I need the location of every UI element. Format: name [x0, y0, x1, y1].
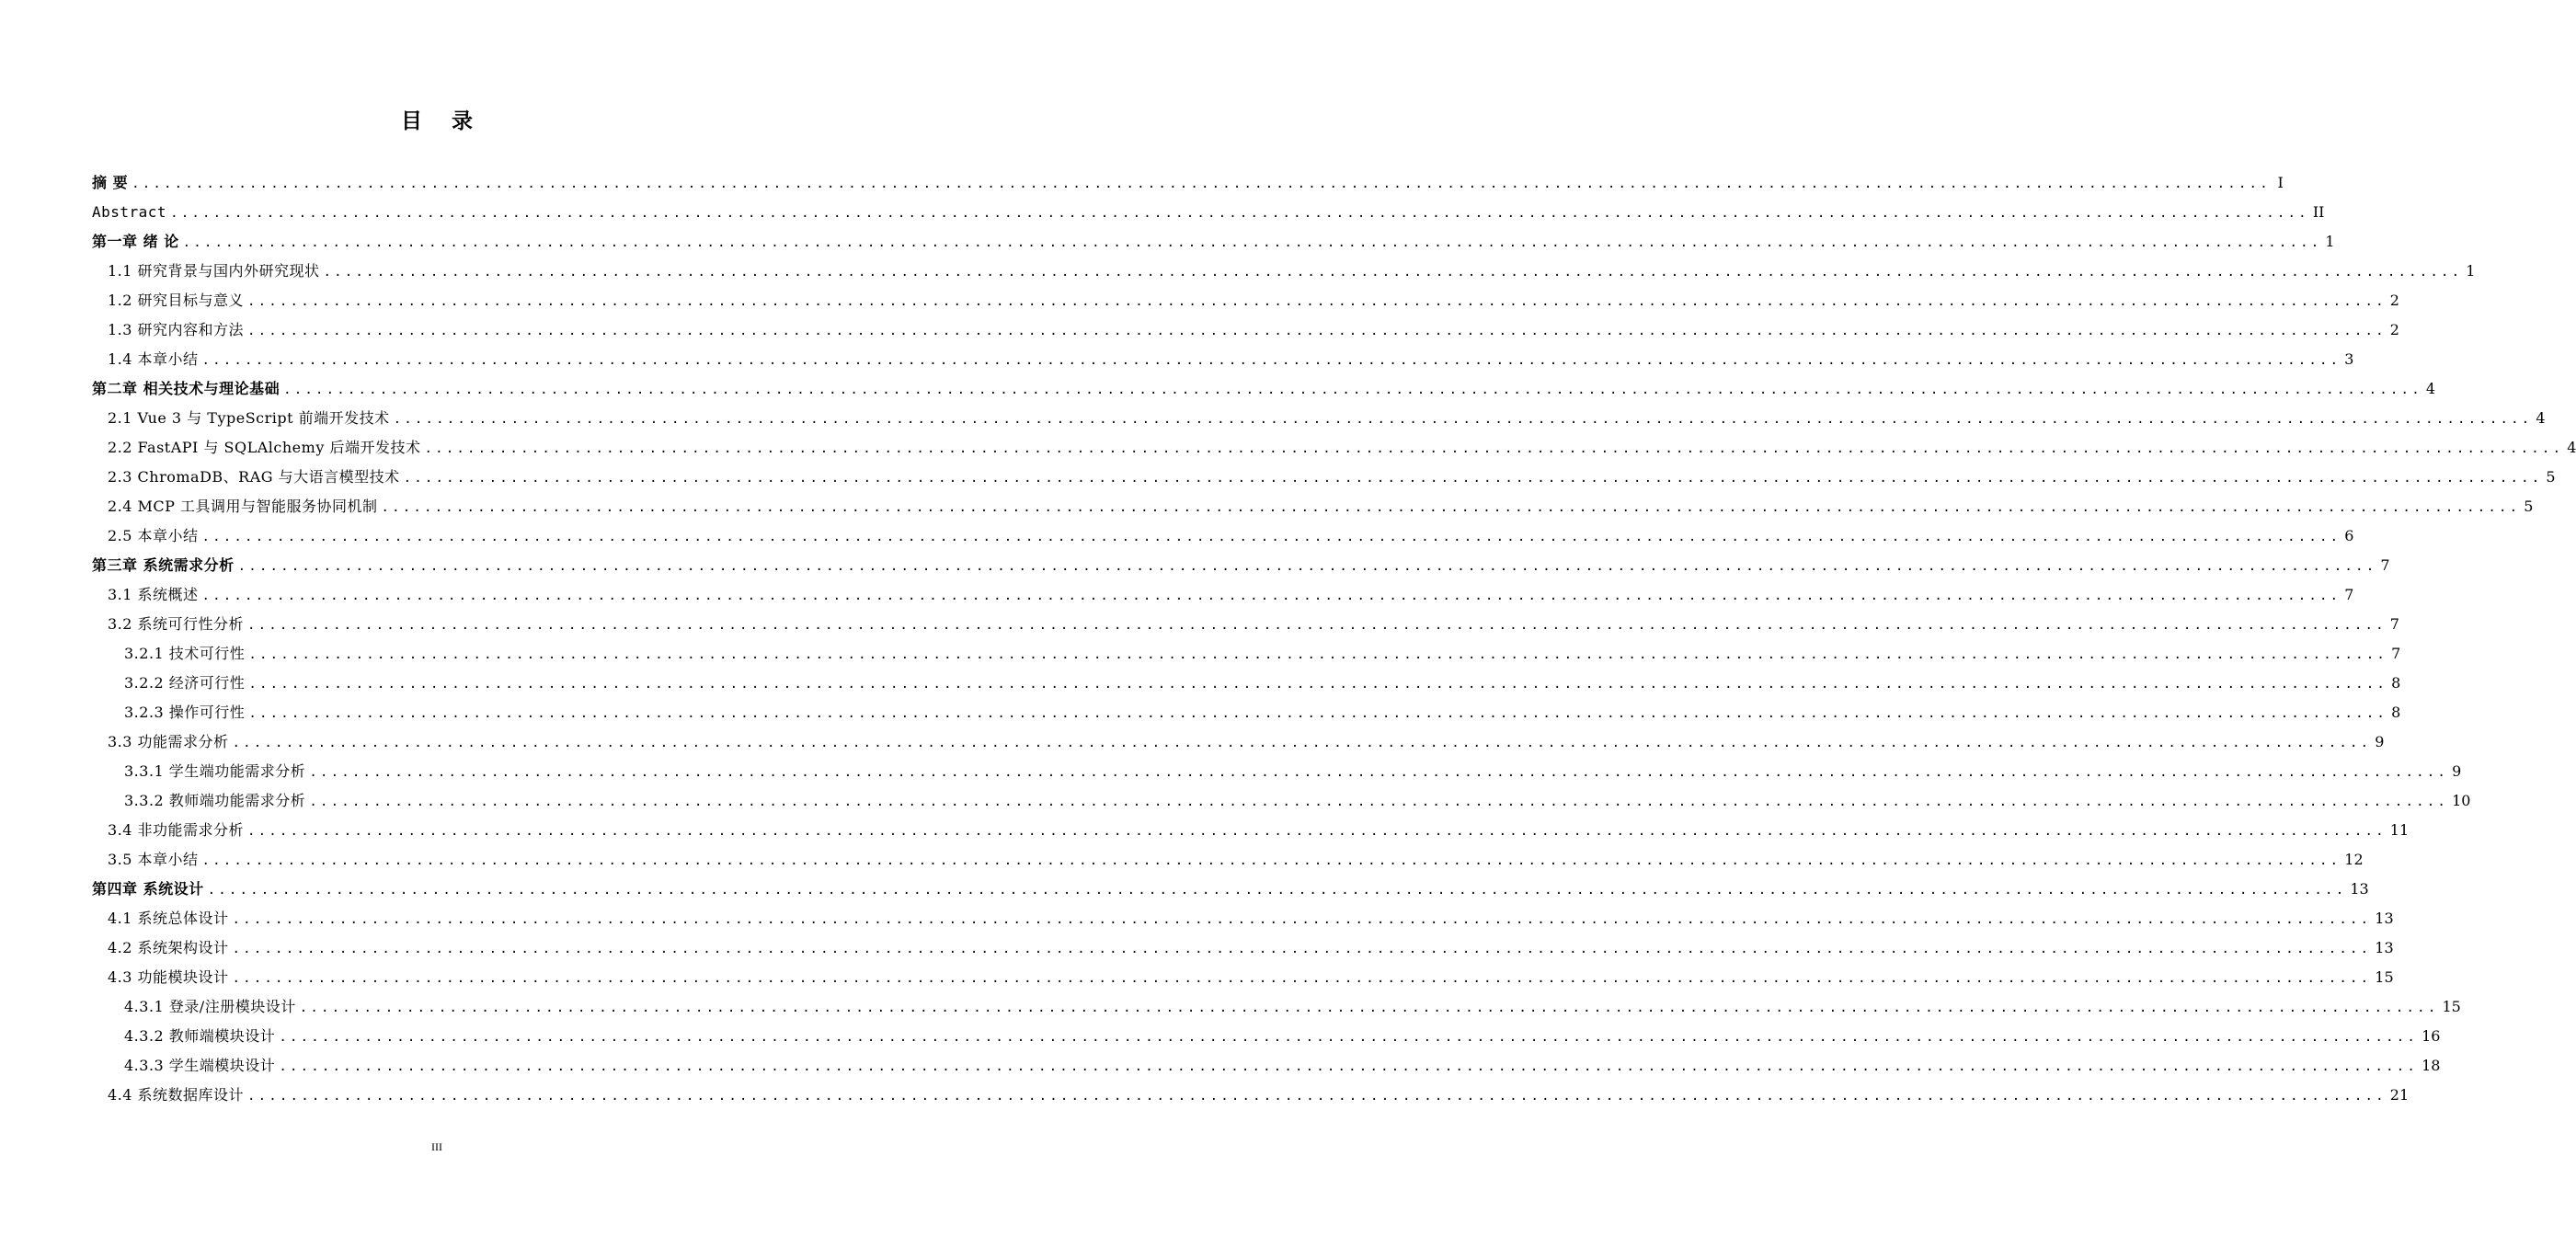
toc-entry-page: 7	[2380, 556, 2390, 574]
toc-chapter-entry[interactable]	[92, 374, 2436, 404]
toc-entry[interactable]	[92, 992, 2461, 1022]
toc-entry[interactable]	[92, 286, 2399, 315]
toc-entry-page: 16	[2421, 1027, 2441, 1045]
toc-entry-page: I	[2277, 174, 2284, 191]
toc-entry-label: 2.1 Vue 3 与 TypeScript 前端开发技术	[108, 409, 390, 427]
toc-entry-label: 2.4 MCP 工具调用与智能服务协同机制	[108, 498, 378, 515]
toc-entry-label: 4.3 功能模块设计	[108, 968, 229, 986]
toc-entry-page: 5	[2524, 498, 2534, 515]
toc-entry[interactable]	[92, 345, 2354, 374]
toc-entry-label: 第四章 系统设计	[92, 880, 204, 898]
toc-dot-leader: ........................................................................................................................................................................................................	[132, 177, 2271, 191]
toc-chapter-entry[interactable]	[92, 227, 2335, 257]
toc-entry[interactable]	[92, 786, 2471, 816]
toc-entry-label: Abstract	[92, 203, 167, 221]
toc-entry-page: 3	[2344, 350, 2354, 368]
toc-entry[interactable]	[92, 257, 2476, 286]
toc-entry-label: 4.3.1 登录/注册模块设计	[124, 998, 296, 1015]
toc-dot-leader: ........................................................................................................................................................................................................	[201, 353, 2341, 368]
toc-entry[interactable]	[92, 816, 2410, 845]
toc-entry-label: 2.2 FastAPI 与 SQLAlchemy 后端开发技术	[108, 439, 421, 456]
toc-chapter-entry[interactable]	[92, 168, 2284, 198]
toc-entry[interactable]	[92, 639, 2401, 669]
toc-entry-label: 4.3.3 学生端模块设计	[124, 1057, 276, 1074]
toc-dot-leader: ........................................................................................................................................................................................................	[201, 853, 2341, 868]
toc-entry-page: 2	[2389, 292, 2399, 309]
toc-entry-page: 7	[2389, 615, 2399, 633]
toc-entry-label: 3.2.2 经济可行性	[124, 674, 246, 692]
toc-chapter-entry[interactable]	[92, 551, 2390, 580]
toc-dot-leader: ........................................................................................................................................................................................................	[309, 795, 2449, 809]
toc-dot-leader: ........................................................................................................................................................................................................	[247, 618, 2387, 633]
toc-entry-label: 摘 要	[92, 174, 129, 191]
toc-entry-label: 3.3.2 教师端功能需求分析	[124, 792, 306, 809]
toc-dot-leader: ........................................................................................................................................................................................................	[309, 765, 2449, 780]
toc-entry-label: 4.3.2 教师端模块设计	[124, 1027, 276, 1045]
toc-entry-page: 7	[2391, 645, 2401, 662]
toc-dot-leader: ........................................................................................................................................................................................................	[182, 235, 2322, 250]
toc-entry-label: 3.3 功能需求分析	[108, 733, 229, 750]
toc-entry-label: 3.2.1 技术可行性	[124, 645, 246, 662]
toc-dot-leader: ........................................................................................................................................................................................................	[279, 1059, 2419, 1074]
toc-entry[interactable]	[92, 1081, 2410, 1110]
toc-entry-label: 4.2 系统架构设计	[108, 939, 229, 956]
toc-entry[interactable]	[92, 463, 2556, 492]
toc-entry-page: 1	[2466, 262, 2476, 280]
toc-entry-page: 9	[2375, 733, 2385, 750]
toc-entry-page: 9	[2452, 762, 2462, 780]
toc-entry[interactable]	[92, 492, 2534, 521]
toc-entry-page: 10	[2452, 792, 2471, 809]
toc-chapter-entry[interactable]	[92, 875, 2369, 904]
toc-entry-label: 第二章 相关技术与理论基础	[92, 380, 280, 397]
toc-entry-page: 11	[2389, 821, 2410, 839]
page-title: 目 录	[400, 109, 484, 133]
toc-entry-label: 2.3 ChromaDB、RAG 与大语言模型技术	[108, 468, 400, 486]
toc-entry[interactable]	[92, 315, 2399, 345]
toc-entry-page: 21	[2389, 1086, 2410, 1104]
toc-dot-leader: ........................................................................................................................................................................................................	[403, 471, 2543, 486]
toc-entry-label: 第一章 绪 论	[92, 233, 179, 250]
toc-entry-page: 4	[2536, 409, 2546, 427]
toc-dot-leader: ........................................................................................................................................................................................................	[247, 824, 2387, 839]
toc-dot-leader: ........................................................................................................................................................................................................	[207, 883, 2347, 898]
toc-entry[interactable]	[92, 757, 2462, 786]
toc-entry-page: 5	[2546, 468, 2556, 486]
toc-entry-page: II	[2312, 203, 2325, 221]
toc-entry-page: 13	[2350, 880, 2369, 898]
toc-entry[interactable]	[92, 580, 2354, 610]
toc-entry-page: 1	[2325, 233, 2335, 250]
toc-entry[interactable]	[92, 845, 2364, 875]
toc-dot-leader: ........................................................................................................................................................................................................	[237, 559, 2377, 574]
toc-dot-leader: ........................................................................................................................................................................................................	[299, 1001, 2439, 1015]
toc-entry[interactable]	[92, 404, 2546, 433]
toc-dot-leader: ........................................................................................................................................................................................................	[424, 441, 2564, 456]
toc-entry-label: 3.2.3 操作可行性	[124, 704, 246, 721]
toc-entry[interactable]	[92, 433, 2576, 463]
toc-entry-page: 13	[2375, 910, 2394, 927]
toc-dot-leader: ........................................................................................................................................................................................................	[283, 383, 2422, 397]
toc-entry[interactable]	[92, 521, 2354, 551]
toc-dot-leader: ........................................................................................................................................................................................................	[247, 1089, 2387, 1104]
toc-entry[interactable]	[92, 1022, 2441, 1051]
toc-entry-label: 1.3 研究内容和方法	[108, 321, 245, 338]
toc-dot-leader: ........................................................................................................................................................................................................	[279, 1030, 2419, 1045]
toc-entry-label: 3.1 系统概述	[108, 586, 199, 603]
toc-entry-page: 8	[2391, 674, 2401, 692]
toc-entry[interactable]	[92, 904, 2394, 933]
toc-entry-label: 3.2 系统可行性分析	[108, 615, 245, 633]
toc-entry[interactable]	[92, 727, 2385, 757]
toc-entry[interactable]	[92, 933, 2394, 963]
toc-entry-label: 2.5 本章小结	[108, 527, 199, 544]
toc-entry[interactable]	[92, 698, 2401, 727]
toc-entry-page: 4	[2567, 439, 2576, 456]
toc-entry-label: 1.1 研究背景与国内外研究现状	[108, 262, 320, 280]
toc-dot-leader: ........................................................................................................................................................................................................	[248, 647, 2388, 662]
toc-entry-label: 第三章 系统需求分析	[92, 556, 235, 574]
toc-entry-page: 4	[2425, 380, 2436, 397]
toc-entry[interactable]	[92, 198, 2325, 227]
toc-dot-leader: ........................................................................................................................................................................................................	[393, 412, 2533, 427]
toc-entry-page: 7	[2344, 586, 2354, 603]
toc-entry[interactable]	[92, 1051, 2441, 1081]
toc-entry-label: 4.1 系统总体设计	[108, 910, 229, 927]
toc-dot-leader: ........................................................................................................................................................................................................	[201, 589, 2341, 603]
toc-entry-label: 3.3.1 学生端功能需求分析	[124, 762, 306, 780]
toc-entry-label: 1.2 研究目标与意义	[108, 292, 245, 309]
page-number-footer: III	[431, 1140, 442, 1153]
toc-entry[interactable]	[92, 610, 2399, 639]
toc-entry-label: 1.4 本章小结	[108, 350, 199, 368]
toc-entry[interactable]	[92, 669, 2401, 698]
table-of-contents	[92, 168, 2576, 1110]
toc-dot-leader: ........................................................................................................................................................................................................	[232, 736, 2372, 750]
toc-entry-label: 3.5 本章小结	[108, 851, 199, 868]
toc-entry-page: 2	[2389, 321, 2399, 338]
toc-dot-leader: ........................................................................................................................................................................................................	[247, 294, 2387, 309]
toc-entry-page: 12	[2344, 851, 2364, 868]
toc-dot-leader: ........................................................................................................................................................................................................	[201, 530, 2341, 544]
toc-entry[interactable]	[92, 963, 2394, 992]
toc-dot-leader: ........................................................................................................................................................................................................	[232, 942, 2372, 956]
toc-entry-page: 15	[2442, 998, 2461, 1015]
toc-entry-page: 18	[2421, 1057, 2441, 1074]
toc-dot-leader: ........................................................................................................................................................................................................	[170, 206, 2309, 221]
toc-dot-leader: ........................................................................................................................................................................................................	[248, 706, 2388, 721]
toc-entry-page: 15	[2375, 968, 2394, 986]
toc-dot-leader: ........................................................................................................................................................................................................	[232, 912, 2372, 927]
toc-dot-leader: ........................................................................................................................................................................................................	[247, 324, 2387, 338]
toc-entry-page: 13	[2375, 939, 2394, 956]
toc-dot-leader: ........................................................................................................................................................................................................	[232, 971, 2372, 986]
toc-entry-label: 3.4 非功能需求分析	[108, 821, 245, 839]
toc-entry-page: 8	[2391, 704, 2401, 721]
toc-entry-page: 6	[2344, 527, 2354, 544]
toc-dot-leader: ........................................................................................................................................................................................................	[381, 500, 2521, 515]
toc-dot-leader: ........................................................................................................................................................................................................	[248, 677, 2388, 692]
toc-dot-leader: ........................................................................................................................................................................................................	[323, 265, 2463, 280]
toc-entry-label: 4.4 系统数据库设计	[108, 1086, 245, 1104]
